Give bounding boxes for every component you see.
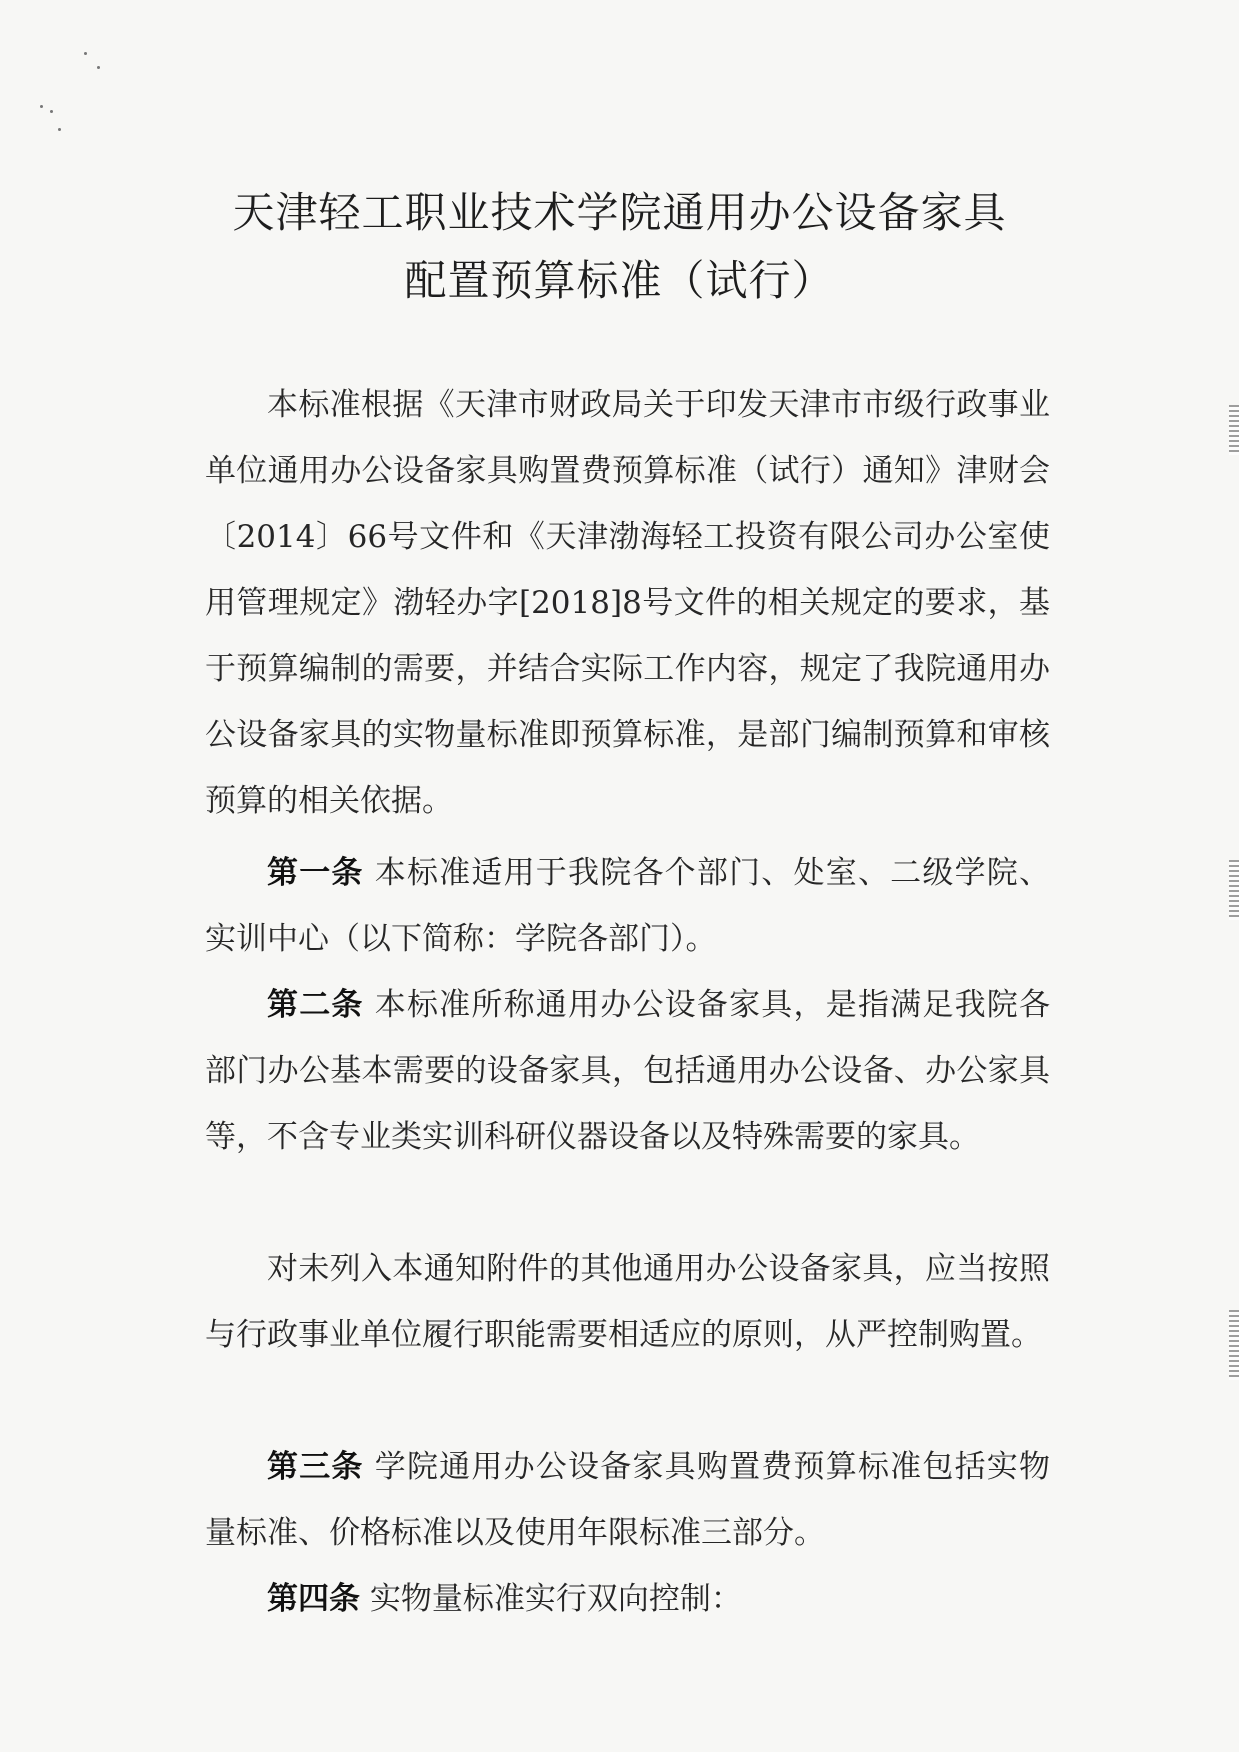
article-2-label: 第二条 bbox=[267, 987, 364, 1023]
article-3-text: 学院通用办公设备家具购置费预算标准包括实物量标准、价格标准以及使用年限标准三部分。 bbox=[205, 1449, 1051, 1551]
scan-edge-mark bbox=[1229, 1310, 1239, 1380]
article-4-label: 第四条 bbox=[267, 1581, 360, 1617]
article-3-label: 第三条 bbox=[267, 1449, 364, 1485]
scan-edge-mark bbox=[1229, 860, 1239, 920]
scan-speck bbox=[84, 52, 87, 55]
intro-paragraph: 本标准根据《天津市财政局关于印发天津市市级行政事业单位通用办公设备家具购置费预算标准（试行）通知》津财会〔2014〕66号文件和《天津渤海轻工投资有限公司办公室使用管理规定》渤轻办字[2018]8号文件的相关规定的要求，基于预算编制的需要，并结合实际工作内容，规定了我院通用办公设备家具的实物量标准即预算标准，是部门编制预算和审核预算的相关依据。 bbox=[205, 387, 1050, 819]
article-4 bbox=[205, 1566, 1050, 1632]
document-title-line-2: 配置预算标准（试行） bbox=[404, 256, 835, 305]
article-1-label: 第一条 bbox=[267, 855, 364, 891]
article-4-text: 实物量标准实行双向控制： bbox=[369, 1581, 742, 1617]
article-1-text: 本标准适用于我院各个部门、处室、二级学院、实训中心（以下简称：学院各部门）。 bbox=[205, 855, 1051, 957]
scan-edge-mark bbox=[1229, 405, 1239, 455]
scan-speck bbox=[58, 128, 61, 131]
article-1 bbox=[205, 840, 1050, 972]
article-2 bbox=[205, 972, 1050, 1170]
scan-speck bbox=[50, 110, 53, 113]
note-paragraph: 对未列入本通知附件的其他通用办公设备家具，应当按照与行政事业单位履行职能需要相适应的原则，从严控制购置。 bbox=[205, 1251, 1050, 1353]
article-2-text: 本标准所称通用办公设备家具，是指满足我院各部门办公基本需要的设备家具，包括通用办公设备、办公家具等，不含专业类实训科研仪器设备以及特殊需要的家具。 bbox=[205, 987, 1051, 1155]
scan-speck bbox=[40, 105, 43, 108]
document-title-line-1: 天津轻工职业技术学院通用办公设备家具 bbox=[232, 188, 1007, 237]
article-3 bbox=[205, 1434, 1050, 1566]
scan-speck bbox=[97, 66, 100, 69]
